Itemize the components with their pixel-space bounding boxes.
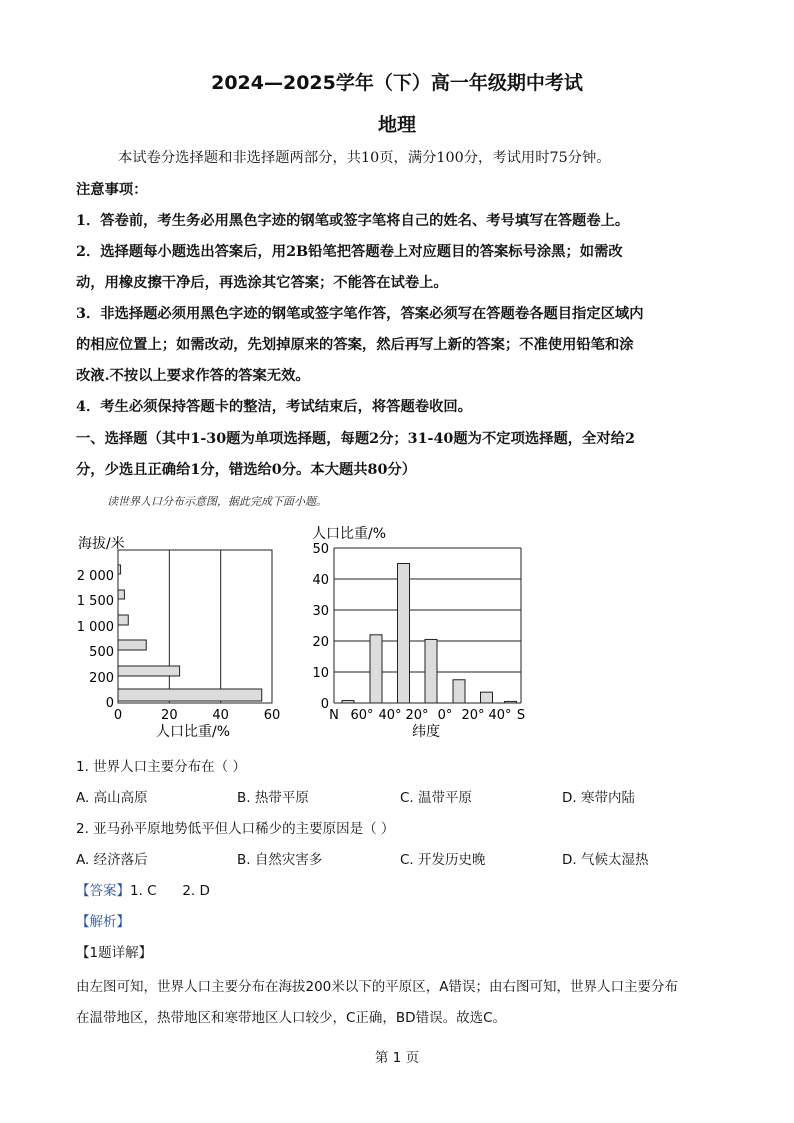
notice-line-1: 1．答卷前，考生务必用黑色字迹的钢笔或签字笔将自己的姓名、考号填写在答题卷上。 <box>76 213 630 229</box>
left-bar-5 <box>118 565 121 574</box>
q1-option-b: B. 热带平原 <box>237 790 309 806</box>
notice-line-3c: 改液.不按以上要求作答的答案无效。 <box>76 368 310 384</box>
question-2: 2. 亚马孙平原地势低平但人口稀少的主要原因是（ ） <box>76 821 395 837</box>
page-number: 第 1 页 <box>374 1050 420 1066</box>
left-bar-0 <box>118 689 262 701</box>
notice-line-2a: 2．选择题每小题选出答案后，用2B铅笔把答题卷上对应题目的答案标号涂黑；如需改 <box>76 244 623 260</box>
answer-line <box>76 879 210 899</box>
right-xtick-label: 40° <box>378 708 402 723</box>
right-bar-2 <box>398 564 410 704</box>
explanation-line-b: 在温带地区，热带地区和寒带地区人口较少，C正确，BD错误。故选C。 <box>76 1010 507 1026</box>
q1-option-c: C. 温带平原 <box>400 790 473 806</box>
answer-label: 【答案】 <box>76 883 130 899</box>
right-xlabel: 纬度 <box>412 724 440 740</box>
analysis-label: 【解析】 <box>76 914 130 930</box>
left-ytick-label: 200 <box>89 671 114 686</box>
intro-text: 本试卷分选择题和非选择题两部分，共10页，满分100分，考试用时75分钟。 <box>118 150 611 166</box>
right-xtick-label: 40° <box>488 708 512 723</box>
right-xtick-label: N <box>329 708 339 723</box>
answer-value: 1. C 2. D <box>130 883 210 899</box>
notice-line-4: 4．考生必须保持答题卡的整洁，考试结束后，将答题卷收回。 <box>76 399 472 415</box>
left-ytick-label: 1 000 <box>76 620 114 635</box>
q2-option-b: B. 自然灾害多 <box>237 852 323 868</box>
right-xtick-label: 60° <box>350 708 374 723</box>
exam-title: 2024—2025学年（下）高一年级期中考试 <box>211 72 583 94</box>
subject-title: 地理 <box>377 114 416 136</box>
left-xtick-label: 60 <box>263 708 281 723</box>
q2-option-c: C. 开发历史晚 <box>400 852 486 868</box>
population-charts <box>74 520 544 745</box>
q2-option-a: A. 经济落后 <box>76 852 148 868</box>
right-xtick-label: 20° <box>461 708 485 723</box>
notice-heading: 注意事项： <box>76 182 148 198</box>
left-ylabel: 海拔/米 <box>78 536 125 552</box>
right-bar-6 <box>505 701 517 703</box>
right-bar-4 <box>453 680 465 703</box>
left-ytick-label: 2 000 <box>76 569 114 584</box>
right-ytick-label: 30 <box>312 604 329 619</box>
explanation-line-a: 由左图可知，世界人口主要分布在海拔200米以下的平原区，A错误；由右图可知，世界人口主要分布 <box>76 979 679 995</box>
left-xtick-label: 40 <box>212 708 229 723</box>
left-ytick-label: 0 <box>105 696 114 711</box>
left-xtick-label: 0 <box>113 708 123 723</box>
left-bar-4 <box>118 590 124 599</box>
left-ytick-label: 1 500 <box>76 594 114 609</box>
q1-option-a: A. 高山高原 <box>76 790 148 806</box>
section-heading-b: 分，少选且正确给1分，错选给0分。本大题共80分） <box>76 462 417 478</box>
left-plot-frame <box>118 550 272 703</box>
right-ytick-label: 40 <box>312 573 329 588</box>
left-bar-3 <box>118 615 128 625</box>
left-xlabel: 人口比重/% <box>156 724 231 740</box>
question-1: 1. 世界人口主要分布在（ ） <box>76 759 246 775</box>
left-ytick-label: 500 <box>89 645 114 660</box>
figure-caption: 读世界人口分布示意图，据此完成下面小题。 <box>107 495 327 508</box>
right-ytick-label: 0 <box>320 697 329 712</box>
right-ytick-label: 20 <box>312 635 329 650</box>
right-bar-1 <box>370 635 382 703</box>
left-xtick-label: 20 <box>161 708 178 723</box>
right-xtick-label: S <box>516 708 526 723</box>
q2-option-d: D. 气候太湿热 <box>562 852 649 868</box>
right-bar-0 <box>342 701 354 703</box>
right-xtick-label: 20° <box>405 708 429 723</box>
explanation <box>76 972 718 1034</box>
right-bar-3 <box>425 639 437 703</box>
right-xtick-label: 0° <box>437 708 453 723</box>
right-ytick-label: 10 <box>312 666 329 681</box>
left-bar-1 <box>118 666 180 676</box>
notice-line-3a: 3．非选择题必须用黑色字迹的钢笔或签字笔作答，答案必须写在答题卷各题目指定区域内 <box>76 306 644 322</box>
right-bar-5 <box>481 692 493 703</box>
section-heading-a: 一、选择题（其中1-30题为单项选择题，每题2分；31-40题为不定项选择题，全对给2 <box>76 431 635 447</box>
notice-line-2b: 动，用橡皮擦干净后，再选涂其它答案；不能答在试卷上。 <box>76 275 448 291</box>
left-bar-2 <box>118 640 146 650</box>
notice-line-3b: 的相应位置上；如需改动，先划掉原来的答案，然后再写上新的答案；不准使用铅笔和涂 <box>76 337 634 353</box>
detail-heading: 【1题详解】 <box>76 945 153 961</box>
right-ylabel: 人口比重/% <box>312 526 387 542</box>
q1-option-d: D. 寒带内陆 <box>562 790 635 806</box>
right-ytick-label: 50 <box>312 542 329 557</box>
